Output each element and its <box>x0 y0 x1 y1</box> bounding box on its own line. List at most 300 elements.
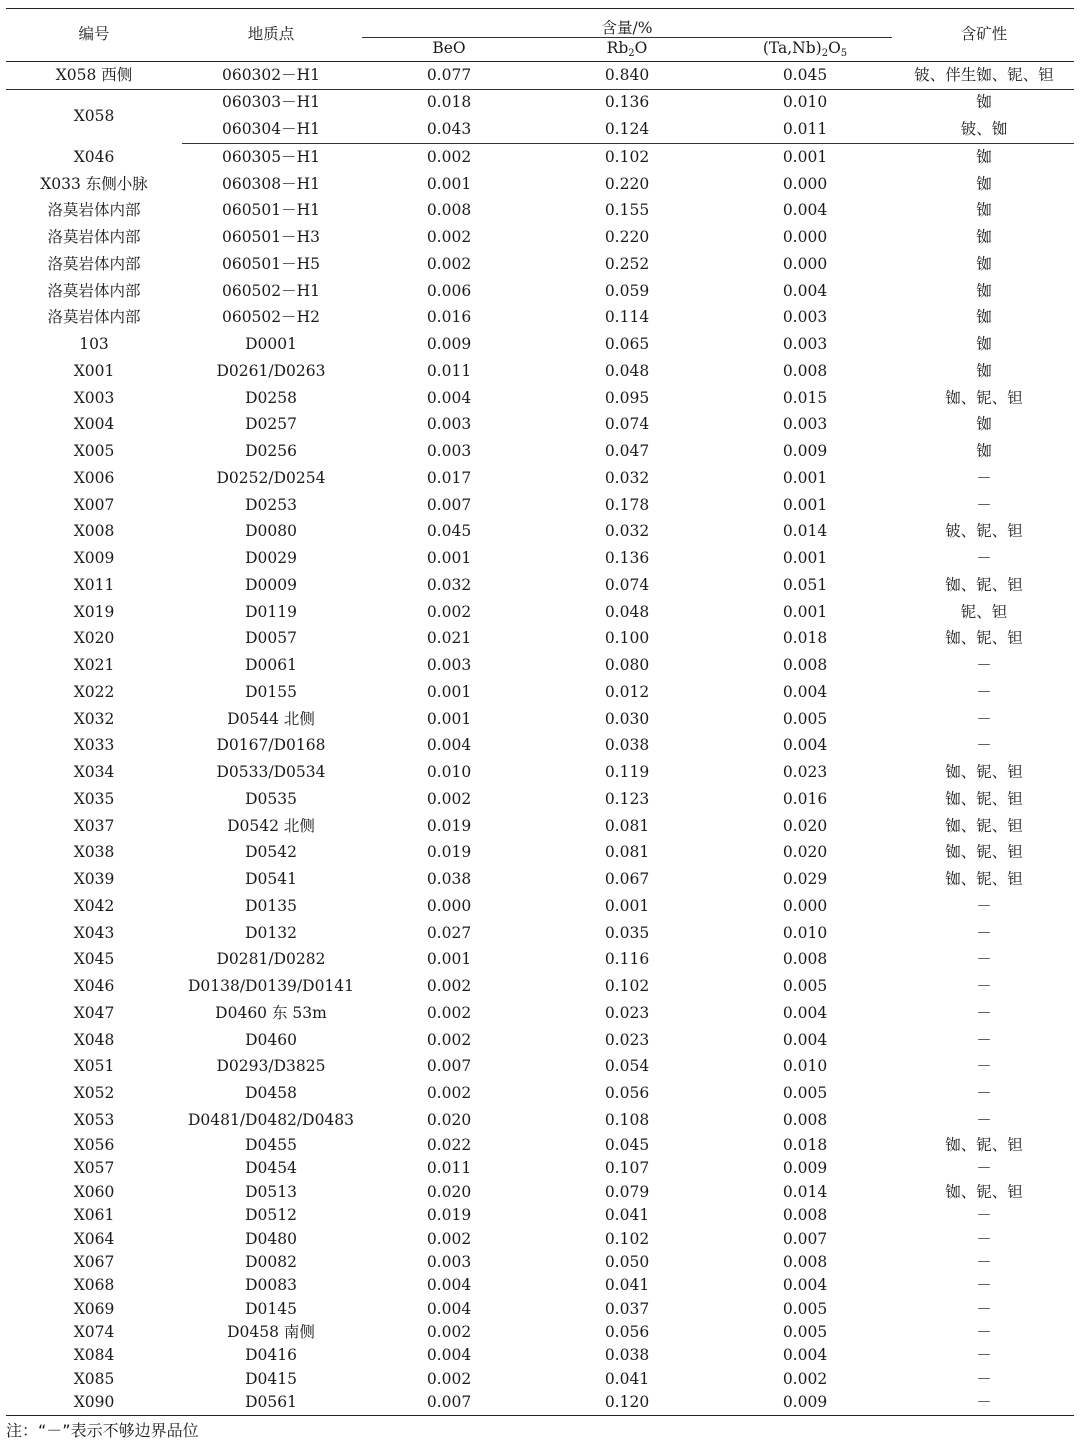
cell-beo: 0.003 <box>426 656 472 675</box>
cell-location: D0057 <box>245 629 297 648</box>
cell-location: D0029 <box>245 549 297 568</box>
header-mineral: 含矿性 <box>960 24 1008 43</box>
cell-mineral: 铷、铌、钽 <box>945 870 1023 889</box>
table-row <box>6 62 1074 90</box>
table-header <box>6 9 1074 62</box>
cell-beo: 0.004 <box>426 388 472 407</box>
cell-beo: 0.007 <box>426 495 472 514</box>
cell-mineral: 铍、铷 <box>894 117 1074 144</box>
cell-id: X037 <box>73 816 115 835</box>
table-row <box>6 867 1074 894</box>
cell-mineral: 铷 <box>976 415 992 434</box>
cell-tanb2o5: 0.010 <box>782 93 828 112</box>
cell-beo: 0.001 <box>426 174 472 193</box>
cell-id: X046 <box>73 147 115 166</box>
rb2o-main: Rb <box>606 39 629 58</box>
cell-beo: 0.019 <box>426 816 472 835</box>
table-note: 注：“－”表示不够边界品位 <box>6 1421 199 1440</box>
cell-id: X032 <box>73 709 115 728</box>
cell-rb2o: 0.079 <box>604 1182 650 1201</box>
cell-mineral: － <box>976 1110 992 1129</box>
cell-beo: 0.011 <box>426 1159 472 1178</box>
cell-id: X042 <box>73 896 115 915</box>
cell-mineral: 铍、伴生铷、铌、钽 <box>894 62 1074 90</box>
cell-beo: 0.002 <box>426 602 472 621</box>
cell-mineral: － <box>976 1206 992 1225</box>
table-row <box>6 385 1074 412</box>
cell-location: D0082 <box>245 1252 297 1271</box>
cell-id: X047 <box>73 1003 115 1022</box>
cell-beo: 0.007 <box>426 1057 472 1076</box>
cell-rb2o: 0.080 <box>604 656 650 675</box>
header-content-group <box>360 9 894 38</box>
cell-tanb2o5: 0.008 <box>782 1206 828 1225</box>
table-row <box>6 1027 1074 1054</box>
cell-rb2o: 0.114 <box>604 308 650 327</box>
cell-beo: 0.027 <box>426 923 472 942</box>
cell-mineral: － <box>976 896 992 915</box>
cell-beo: 0.019 <box>426 1206 472 1225</box>
cell-mineral: 铷、铌、钽 <box>945 763 1023 782</box>
cell-location: D0261/D0263 <box>216 361 326 380</box>
cell-rb2o: 0.067 <box>604 870 650 889</box>
cell-location: D0460 <box>245 1030 297 1049</box>
cell-location: 060308－H1 <box>221 174 321 193</box>
table-row <box>6 920 1074 947</box>
cell-beo: 0.006 <box>426 281 472 300</box>
cell-tanb2o5: 0.004 <box>782 736 828 755</box>
cell-rb2o: 0.032 <box>604 522 650 541</box>
cell-id: 洛莫岩体内部 <box>47 308 141 327</box>
cell-id: 103 <box>79 335 109 354</box>
cell-rb2o: 0.081 <box>604 816 650 835</box>
cell-tanb2o5: 0.000 <box>782 228 828 247</box>
cell-id: X019 <box>73 602 115 621</box>
table-row <box>6 974 1074 1001</box>
cell-beo: 0.016 <box>426 308 472 327</box>
cell-tanb2o5: 0.007 <box>782 1229 828 1248</box>
cell-location: D0138/D0139/D0141 <box>187 977 355 996</box>
cell-beo: 0.004 <box>426 1276 472 1295</box>
cell-id: X021 <box>73 656 115 675</box>
cell-tanb2o5: 0.005 <box>782 709 828 728</box>
cell-id: X068 <box>73 1276 115 1295</box>
cell-tanb2o5: 0.001 <box>782 147 828 166</box>
cell-id: X061 <box>73 1206 115 1225</box>
cell-rb2o: 0.074 <box>604 575 650 594</box>
cell-beo: 0.004 <box>426 736 472 755</box>
cell-beo: 0.001 <box>426 682 472 701</box>
cell-mineral: 铷 <box>976 93 992 112</box>
cell-id: X090 <box>6 1391 182 1415</box>
table-row <box>6 89 1074 116</box>
cell-id: 洛莫岩体内部 <box>47 228 141 247</box>
cell-mineral: 铷 <box>976 254 992 273</box>
cell-id: X053 <box>73 1110 115 1129</box>
cell-location: D0132 <box>245 923 297 942</box>
cell-rb2o: 0.840 <box>538 62 716 90</box>
header-id: 编号 <box>78 24 110 43</box>
cell-mineral: － <box>976 1030 992 1049</box>
cell-rb2o: 0.045 <box>604 1135 650 1154</box>
cell-tanb2o5: 0.004 <box>782 682 828 701</box>
cell-tanb2o5: 0.015 <box>782 388 828 407</box>
cell-rb2o: 0.047 <box>604 442 650 461</box>
table-row <box>6 1251 1074 1274</box>
cell-rb2o: 0.119 <box>604 763 650 782</box>
table-row <box>6 1204 1074 1227</box>
cell-beo: 0.004 <box>426 1346 472 1365</box>
cell-tanb2o5: 0.010 <box>782 1057 828 1076</box>
cell-rb2o: 0.059 <box>604 281 650 300</box>
cell-mineral: 铷、铌、钽 <box>945 843 1023 862</box>
cell-location: 060501－H1 <box>221 201 321 220</box>
table-row <box>6 1228 1074 1251</box>
table-row <box>6 332 1074 359</box>
cell-location: D0145 <box>245 1299 297 1318</box>
cell-tanb2o5: 0.005 <box>782 977 828 996</box>
cell-tanb2o5: 0.005 <box>782 1084 828 1103</box>
cell-id: X011 <box>73 575 115 594</box>
cell-rb2o: 0.048 <box>604 361 650 380</box>
table-row <box>6 546 1074 573</box>
cell-location: 060502－H1 <box>221 281 321 300</box>
cell-beo: 0.004 <box>426 1299 472 1318</box>
cell-tanb2o5: 0.010 <box>782 923 828 942</box>
cell-tanb2o5: 0.002 <box>782 1369 828 1388</box>
cell-tanb2o5: 0.003 <box>782 335 828 354</box>
cell-mineral: － <box>976 1323 992 1342</box>
cell-location: D0535 <box>245 789 297 808</box>
cell-tanb2o5: 0.004 <box>782 1276 828 1295</box>
cell-beo: 0.020 <box>426 1110 472 1129</box>
cell-beo: 0.019 <box>426 843 472 862</box>
table-row <box>6 144 1074 171</box>
cell-rb2o: 0.065 <box>604 335 650 354</box>
cell-tanb2o5: 0.045 <box>716 62 894 90</box>
cell-rb2o: 0.054 <box>604 1057 650 1076</box>
cell-location: 060502－H2 <box>221 308 321 327</box>
cell-id: X084 <box>73 1346 115 1365</box>
table-row <box>6 358 1074 385</box>
cell-mineral: － <box>976 736 992 755</box>
cell-rb2o: 0.124 <box>538 117 716 144</box>
cell-tanb2o5: 0.001 <box>782 495 828 514</box>
cell-location: D0061 <box>245 656 297 675</box>
cell-rb2o: 0.035 <box>604 923 650 942</box>
cell-beo: 0.045 <box>426 522 472 541</box>
cell-mineral: 铷 <box>976 361 992 380</box>
table-row <box>6 947 1074 974</box>
cell-tanb2o5: 0.001 <box>782 549 828 568</box>
cell-id: X058 西侧 <box>6 62 182 90</box>
cell-beo: 0.007 <box>360 1391 538 1415</box>
table-row <box>6 760 1074 787</box>
cell-tanb2o5: 0.004 <box>782 1003 828 1022</box>
cell-location: D0512 <box>245 1206 297 1225</box>
assay-table <box>6 8 1074 1416</box>
document-page <box>6 8 1074 1416</box>
cell-mineral: － <box>976 1003 992 1022</box>
header-rb2o <box>538 37 716 62</box>
cell-beo: 0.020 <box>426 1182 472 1201</box>
cell-rb2o: 0.102 <box>604 977 650 996</box>
cell-location: D0167/D0168 <box>216 736 326 755</box>
cell-tanb2o5: 0.004 <box>782 281 828 300</box>
cell-rb2o: 0.136 <box>604 93 650 112</box>
cell-tanb2o5: 0.005 <box>782 1299 828 1318</box>
cell-beo: 0.002 <box>426 789 472 808</box>
cell-mineral: 铷、铌、钽 <box>945 629 1023 648</box>
cell-location: D0458 南侧 <box>227 1323 315 1342</box>
cell-tanb2o5: 0.008 <box>782 1110 828 1129</box>
cell-mineral: 铷 <box>976 174 992 193</box>
cell-beo: 0.002 <box>426 147 472 166</box>
cell-id: X069 <box>73 1299 115 1318</box>
table-row <box>6 1107 1074 1134</box>
cell-id: X038 <box>73 843 115 862</box>
cell-tanb2o5: 0.001 <box>782 602 828 621</box>
cell-rb2o: 0.041 <box>604 1206 650 1225</box>
table-row <box>6 1298 1074 1321</box>
header-content-label: 含量/% <box>601 18 653 37</box>
tanb-mid: O <box>828 39 841 58</box>
cell-mineral: 铷 <box>976 308 992 327</box>
cell-mineral: － <box>976 977 992 996</box>
header-tanb2o5 <box>716 37 894 62</box>
cell-location: D0533/D0534 <box>216 763 326 782</box>
cell-tanb2o5: 0.000 <box>782 254 828 273</box>
cell-mineral: － <box>976 495 992 514</box>
cell-id: X085 <box>73 1369 115 1388</box>
cell-mineral: － <box>976 1159 992 1178</box>
cell-location: D0542 北侧 <box>227 816 315 835</box>
cell-id: 洛莫岩体内部 <box>47 254 141 273</box>
cell-mineral: － <box>976 1252 992 1271</box>
cell-rb2o: 0.038 <box>604 736 650 755</box>
table-row <box>6 1368 1074 1391</box>
cell-id: X051 <box>73 1057 115 1076</box>
cell-id: X004 <box>73 415 115 434</box>
cell-location: D0281/D0282 <box>216 950 326 969</box>
cell-tanb2o5: 0.008 <box>782 656 828 675</box>
table-body <box>6 62 1074 1416</box>
cell-mineral: 铷、铌、钽 <box>945 388 1023 407</box>
cell-id: X003 <box>73 388 115 407</box>
cell-location: D0454 <box>245 1159 297 1178</box>
table-row <box>6 305 1074 332</box>
cell-rb2o: 0.123 <box>604 789 650 808</box>
cell-rb2o: 0.102 <box>604 1229 650 1248</box>
cell-rb2o: 0.023 <box>604 1003 650 1022</box>
tanb-main: (Ta,Nb) <box>762 39 822 58</box>
cell-id: X058 <box>73 107 115 125</box>
cell-tanb2o5: 0.005 <box>782 1323 828 1342</box>
cell-mineral: 铷、铌、钽 <box>945 1135 1023 1154</box>
cell-tanb2o5: 0.004 <box>782 201 828 220</box>
cell-beo: 0.002 <box>426 1323 472 1342</box>
tanb-sub1: 2 <box>821 48 829 60</box>
cell-beo: 0.008 <box>426 201 472 220</box>
cell-rb2o: 0.136 <box>604 549 650 568</box>
cell-id: X033 东侧小脉 <box>40 174 148 193</box>
cell-beo: 0.032 <box>426 575 472 594</box>
cell-mineral: 铷 <box>976 281 992 300</box>
cell-tanb2o5: 0.011 <box>716 117 894 144</box>
table-row <box>6 653 1074 680</box>
cell-id: X035 <box>73 789 115 808</box>
cell-location: D0458 <box>245 1084 297 1103</box>
cell-rb2o: 0.095 <box>604 388 650 407</box>
cell-beo: 0.017 <box>426 468 472 487</box>
cell-tanb2o5: 0.009 <box>782 1159 828 1178</box>
cell-tanb2o5: 0.029 <box>782 870 828 889</box>
cell-rb2o: 0.041 <box>604 1276 650 1295</box>
cell-id: X001 <box>73 361 115 380</box>
cell-rb2o: 0.220 <box>604 228 650 247</box>
cell-tanb2o5: 0.014 <box>782 522 828 541</box>
table-row <box>6 786 1074 813</box>
cell-id: X074 <box>73 1323 115 1342</box>
table-row <box>6 1081 1074 1108</box>
cell-tanb2o5: 0.000 <box>782 896 828 915</box>
cell-location: D0253 <box>245 495 297 514</box>
cell-mineral: － <box>976 1229 992 1248</box>
cell-beo: 0.077 <box>360 62 538 90</box>
cell-beo: 0.003 <box>426 415 472 434</box>
cell-location: D0001 <box>245 335 297 354</box>
cell-id: X056 <box>73 1135 115 1154</box>
cell-location: D0544 北侧 <box>227 709 315 728</box>
cell-rb2o: 0.107 <box>604 1159 650 1178</box>
cell-mineral: － <box>976 468 992 487</box>
cell-tanb2o5: 0.023 <box>782 763 828 782</box>
cell-rb2o: 0.038 <box>604 1346 650 1365</box>
cell-mineral: － <box>976 1084 992 1103</box>
cell-location: D0257 <box>245 415 297 434</box>
cell-mineral: 铷、铌、钽 <box>945 789 1023 808</box>
cell-beo: 0.001 <box>426 950 472 969</box>
cell-mineral: 铷、铌、钽 <box>945 816 1023 835</box>
cell-id: X060 <box>73 1182 115 1201</box>
cell-id: X057 <box>73 1159 115 1178</box>
cell-location: D0542 <box>245 843 297 862</box>
cell-beo: 0.002 <box>426 977 472 996</box>
cell-mineral: － <box>976 1299 992 1318</box>
cell-id: X046 <box>73 977 115 996</box>
cell-beo: 0.018 <box>426 93 472 112</box>
cell-rb2o: 0.120 <box>538 1391 716 1415</box>
cell-mineral: － <box>976 682 992 701</box>
rb2o-sub: 2 <box>628 48 635 60</box>
table-row <box>6 1157 1074 1180</box>
cell-location: D0415 <box>245 1369 297 1388</box>
cell-tanb2o5: 0.004 <box>782 1346 828 1365</box>
cell-beo: 0.001 <box>426 549 472 568</box>
cell-rb2o: 0.030 <box>604 709 650 728</box>
cell-mineral: 铷 <box>976 147 992 166</box>
cell-rb2o: 0.037 <box>604 1299 650 1318</box>
cell-id: X020 <box>73 629 115 648</box>
cell-id: X033 <box>73 736 115 755</box>
table-row <box>6 1345 1074 1368</box>
cell-rb2o: 0.116 <box>604 950 650 969</box>
cell-rb2o: 0.074 <box>604 415 650 434</box>
cell-tanb2o5: 0.004 <box>782 1030 828 1049</box>
cell-id: X005 <box>73 442 115 461</box>
cell-beo: 0.002 <box>426 228 472 247</box>
cell-beo: 0.000 <box>426 896 472 915</box>
cell-beo: 0.011 <box>426 361 472 380</box>
table-row <box>6 1134 1074 1157</box>
cell-beo: 0.021 <box>426 629 472 648</box>
cell-beo: 0.002 <box>426 1003 472 1022</box>
cell-mineral: 铌、钽 <box>960 602 1008 621</box>
table-row <box>6 225 1074 252</box>
cell-beo: 0.022 <box>426 1135 472 1154</box>
cell-tanb2o5: 0.016 <box>782 789 828 808</box>
table-row <box>6 519 1074 546</box>
cell-id: X043 <box>73 923 115 942</box>
cell-location: D0481/D0482/D0483 <box>187 1110 355 1129</box>
cell-location: D0541 <box>245 870 297 889</box>
table-row <box>6 492 1074 519</box>
table-row <box>6 1391 1074 1415</box>
cell-id: X048 <box>73 1030 115 1049</box>
table-row <box>6 679 1074 706</box>
table-row <box>6 1000 1074 1027</box>
cell-mineral: － <box>976 709 992 728</box>
cell-location: D0009 <box>245 575 297 594</box>
cell-mineral: 铷 <box>976 442 992 461</box>
cell-beo: 0.002 <box>426 1369 472 1388</box>
cell-id: 洛莫岩体内部 <box>47 201 141 220</box>
cell-mineral: 铷 <box>976 335 992 354</box>
cell-beo: 0.002 <box>426 254 472 273</box>
cell-id: X067 <box>73 1252 115 1271</box>
table-row <box>6 198 1074 225</box>
cell-tanb2o5: 0.008 <box>782 361 828 380</box>
header-location: 地质点 <box>247 24 295 43</box>
cell-mineral: － <box>976 950 992 969</box>
cell-mineral: 铍、铌、钽 <box>945 522 1023 541</box>
table-row <box>6 893 1074 920</box>
cell-id: X045 <box>73 950 115 969</box>
cell-location: D0455 <box>245 1135 297 1154</box>
cell-id: X039 <box>73 870 115 889</box>
cell-rb2o: 0.102 <box>604 147 650 166</box>
cell-tanb2o5: 0.003 <box>782 415 828 434</box>
table-row <box>6 706 1074 733</box>
cell-mineral: － <box>894 1391 1074 1415</box>
cell-rb2o: 0.100 <box>604 629 650 648</box>
cell-location: D0513 <box>245 1182 297 1201</box>
rb2o-tail: O <box>634 39 648 58</box>
cell-rb2o: 0.001 <box>604 896 650 915</box>
cell-tanb2o5: 0.003 <box>782 308 828 327</box>
table-row <box>6 733 1074 760</box>
cell-location: 060501－H3 <box>221 228 321 247</box>
cell-id: X009 <box>73 549 115 568</box>
table-row <box>6 1321 1074 1344</box>
cell-tanb2o5: 0.018 <box>782 1135 828 1154</box>
cell-location: 060303－H1 <box>221 93 321 112</box>
cell-id: X064 <box>73 1229 115 1248</box>
cell-tanb2o5: 0.009 <box>716 1391 894 1415</box>
cell-mineral: 铷、铌、钽 <box>945 575 1023 594</box>
table-row <box>6 626 1074 653</box>
cell-location: 060501－H5 <box>221 254 321 273</box>
